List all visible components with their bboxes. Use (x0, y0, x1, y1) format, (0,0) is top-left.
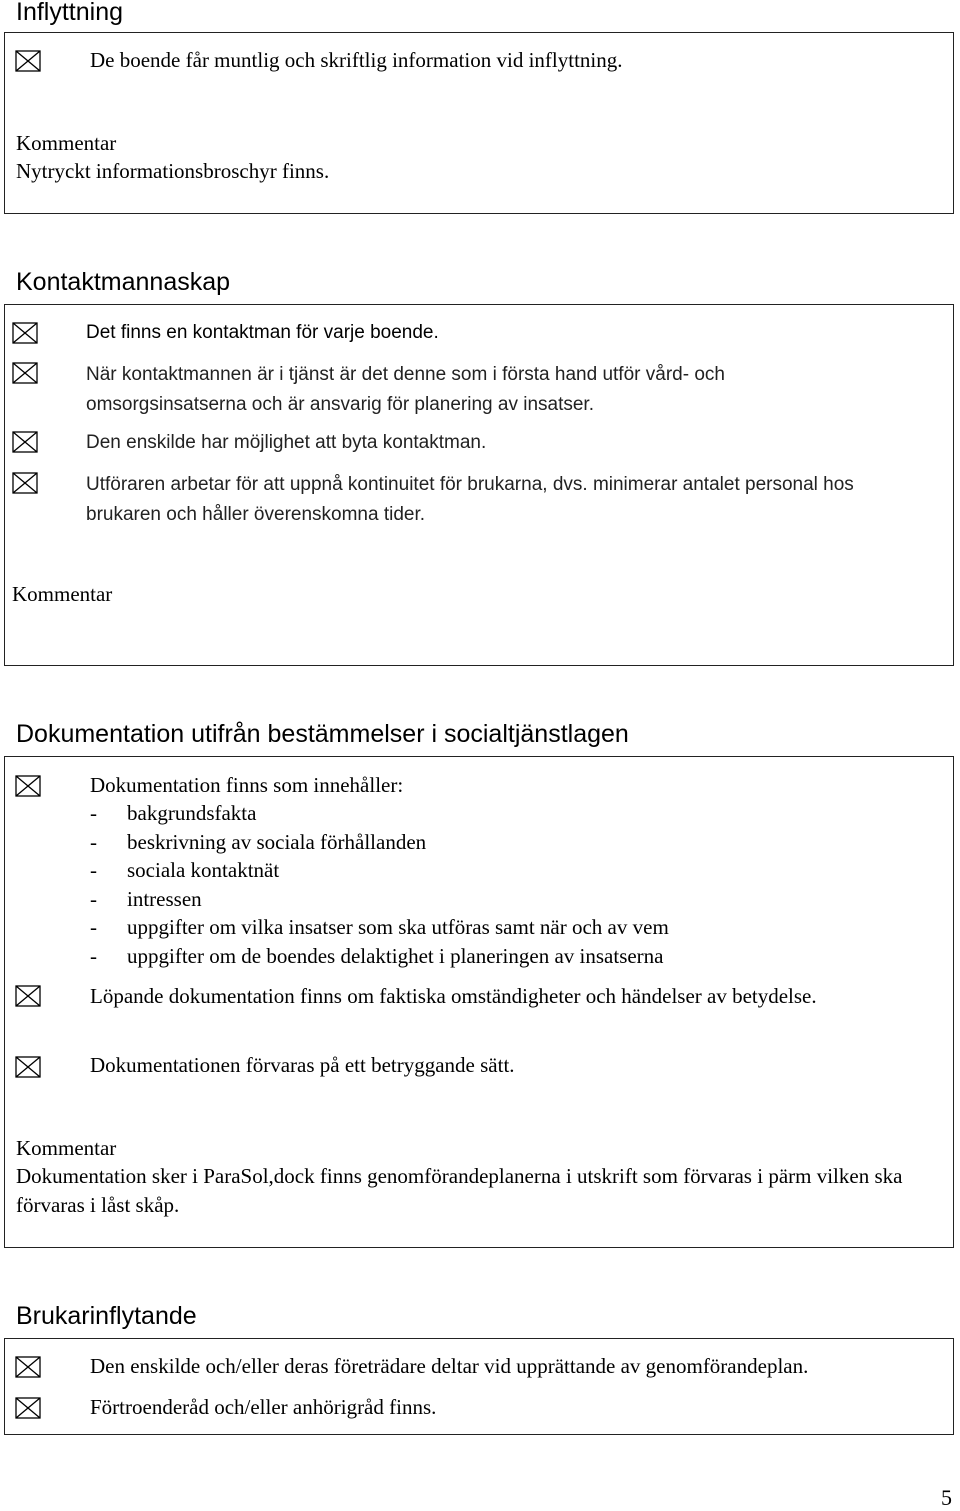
checkbox-checked-icon[interactable] (15, 1056, 41, 1078)
checkbox-checked-icon[interactable] (12, 362, 38, 384)
list-item: - bakgrundsfakta (90, 801, 257, 825)
checkbox-checked-icon[interactable] (15, 985, 41, 1007)
list-item: - beskrivning av sociala förhållanden (90, 829, 427, 854)
list-item: - intressen (90, 886, 202, 911)
list-item: - uppgifter om de boendes delaktighet i planeringen av insatserna (90, 943, 664, 968)
section-title-inflyttning: Inflyttning (16, 0, 124, 26)
checkbox-checked-icon[interactable] (15, 50, 41, 72)
page-number: 5 (941, 1485, 952, 1510)
checkbox-checked-icon[interactable] (15, 1356, 41, 1378)
dokumentation-sublist (90, 799, 669, 970)
dokumentation-comment-text: Dokumentation sker i ParaSol,dock finns genomförandeplanerna i utskrift som förvaras i pärm vilken ska förvaras i låst skåp. (16, 1164, 903, 1217)
kontaktmannaskap-item-3: Den enskilde har möjlighet att byta kontaktman. (86, 432, 487, 453)
checkbox-checked-icon[interactable] (12, 322, 38, 344)
dokumentation-item-3: Dokumentationen förvaras på ett betryggande sätt. (90, 1053, 515, 1077)
list-item: - sociala kontaktnät (90, 858, 280, 882)
inflyttning-comment-label: Kommentar (16, 131, 117, 155)
section-title-kontaktmannaskap: Kontaktmannaskap (16, 268, 231, 296)
kontaktmannaskap-item-2: När kontaktmannen är i tjänst är det denne som i första hand utför vård- och omsorgsinsatserna och är ansvarig för planering av insatser. (86, 364, 725, 415)
inflyttning-comment-text: Nytryckt informationsbroschyr finns. (16, 159, 330, 183)
dokumentation-item-1-intro: Dokumentation finns som innehåller: (90, 773, 404, 797)
checkbox-checked-icon[interactable] (15, 775, 41, 797)
brukarinflytande-item-1: Den enskilde och/eller deras företrädare deltar vid upprättande av genomförandeplan. (90, 1354, 809, 1378)
checkbox-checked-icon[interactable] (15, 1397, 41, 1419)
checkbox-checked-icon[interactable] (12, 472, 38, 494)
dokumentation-item-2: Löpande dokumentation finns om faktiska omständigheter och händelser av betydelse. (90, 984, 817, 1008)
kontaktmannaskap-item-1: Det finns en kontaktman för varje boende. (86, 322, 439, 343)
checkbox-checked-icon[interactable] (12, 431, 38, 453)
inflyttning-item-1: De boende får muntlig och skriftlig information vid inflyttning. (90, 48, 623, 72)
section-title-brukarinflytande: Brukarinflytande (16, 1302, 197, 1330)
kontaktmannaskap-comment-label: Kommentar (12, 582, 113, 606)
kontaktmannaskap-item-4: Utföraren arbetar för att uppnå kontinuitet för brukarna, dvs. minimerar antalet personal hos brukaren och håller överenskomna tider. (86, 474, 854, 525)
list-item: - uppgifter om vilka insatser som ska utföras samt när och av vem (90, 915, 669, 939)
brukarinflytande-item-2: Förtroenderåd och/eller anhörigråd finns. (90, 1395, 437, 1419)
section-title-dokumentation: Dokumentation utifrån bestämmelser i socialtjänstlagen (16, 720, 629, 748)
dokumentation-comment-label: Kommentar (16, 1136, 117, 1160)
